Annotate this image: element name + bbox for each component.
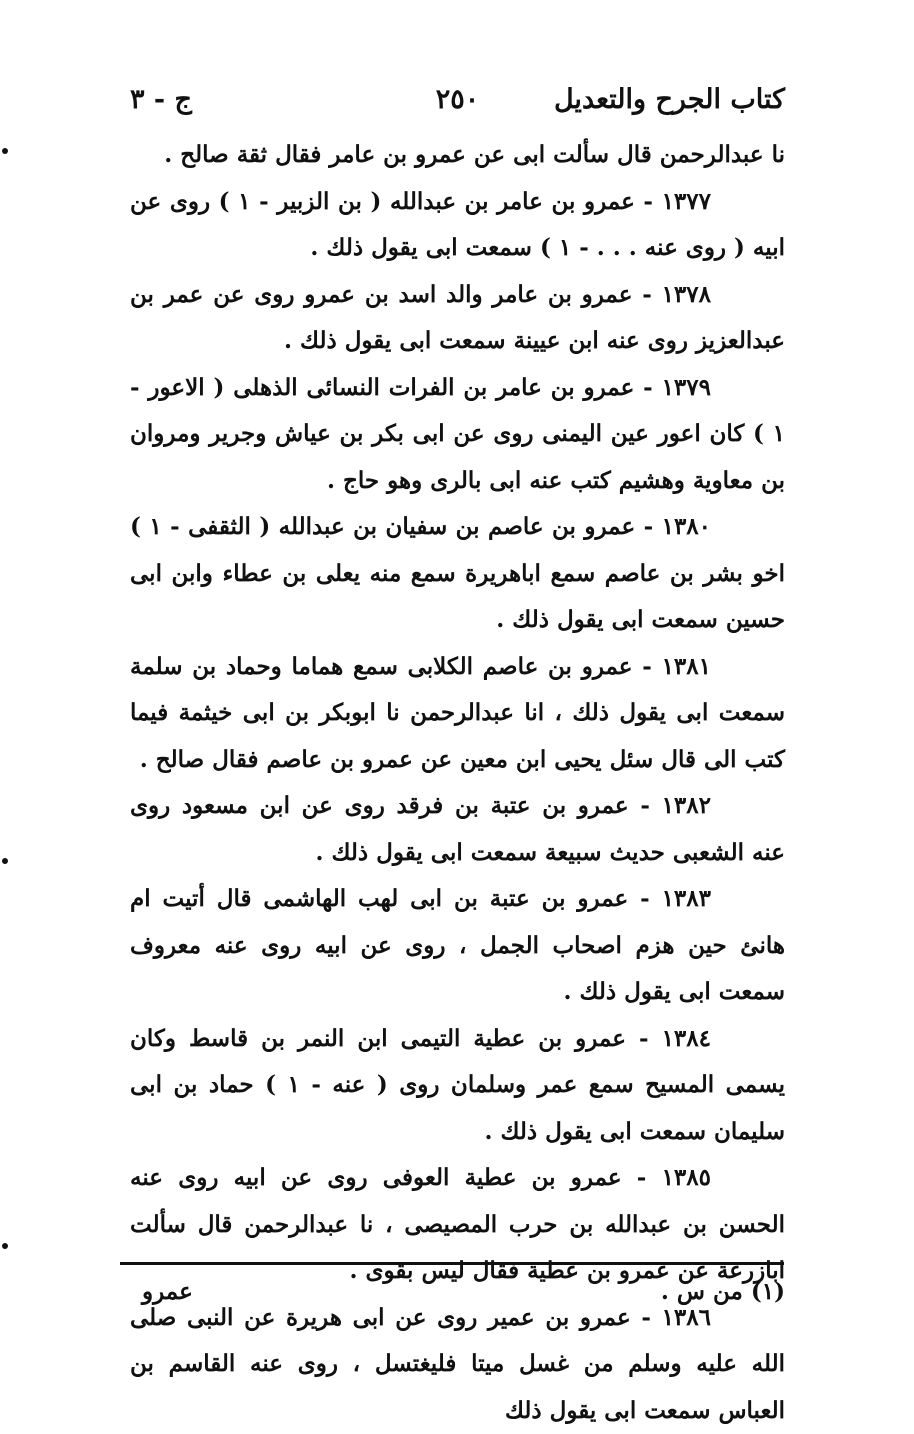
entry-1385: ١٣٨٥ - عمرو بن عطية العوفى روى عن ابيه روى عنه الحسن بن عبدالله بن حرب المصيصى ، نا عبدالرحمن قال سألت ابازرعة عن عمرو بن عطية فقال ليس بقوى .	[130, 1155, 785, 1295]
scan-mark	[2, 1243, 8, 1249]
entry-1379: ١٣٧٩ - عمرو بن عامر بن الفرات النسائى الذهلى ( الاعور - ١ ) كان اعور عين اليمنى روى عن ابى بكر بن عياش وجرير ومروان بن معاوية وهشيم كتب عنه ابى بالرى وهو حاج .	[130, 365, 785, 505]
entry-1384: ١٣٨٤ - عمرو بن عطية التيمى ابن النمر بن قاسط وكان يسمى المسيح سمع عمر وسلمان روى ( عنه - ١ ) حماد بن ابى سليمان سمعت ابى يقول ذلك .	[130, 1016, 785, 1156]
footnote: (١) من س .	[661, 1278, 785, 1305]
entry-1386: ١٣٨٦ - عمرو بن عمير روى عن ابى هريرة عن النبى صلى الله عليه وسلم من غسل ميتا فليغتسل ، روى عنه القاسم بن العباس سمعت ابى يقول ذلك	[130, 1295, 785, 1434]
main-text	[130, 132, 785, 1434]
scan-mark	[2, 148, 8, 154]
volume-label: ج - ٣	[130, 84, 192, 115]
entry-1378: ١٣٧٨ - عمرو بن عامر والد اسد بن عمرو روى عن عمر بن عبدالعزيز روى عنه ابن عيينة سمعت ابى يقول ذلك .	[130, 272, 785, 365]
entry-continuation: نا عبدالرحمن قال سألت ابى عن عمرو بن عامر فقال ثقة صالح .	[130, 132, 785, 179]
entry-1377: ١٣٧٧ - عمرو بن عامر بن عبدالله ( بن الزبير - ١ ) روى عن ابيه ( روى عنه . . . - ١ ) سمعت ابى يقول ذلك .	[130, 179, 785, 272]
footnote-divider	[120, 1262, 784, 1265]
page-header	[130, 80, 785, 124]
scan-mark	[2, 858, 8, 864]
page-footer	[130, 1272, 785, 1318]
entry-1383: ١٣٨٣ - عمرو بن عتبة بن ابى لهب الهاشمى قال أتيت ام هانئ حين هزم اصحاب الجمل ، روى عن ابيه روى عنه معروف سمعت ابى يقول ذلك .	[130, 876, 785, 1016]
catchword: عمرو	[142, 1278, 193, 1305]
entry-1382: ١٣٨٢ - عمرو بن عتبة بن فرقد روى عن ابن مسعود روى عنه الشعبى حديث سبيعة سمعت ابى يقول ذلك .	[130, 783, 785, 876]
book-title: كتاب الجرح والتعديل	[554, 84, 785, 115]
page-number: ٢٥٠	[436, 84, 480, 115]
entry-1380: ١٣٨٠ - عمرو بن عاصم بن سفيان بن عبدالله ( الثقفى - ١ ) اخو بشر بن عاصم سمع اباهريرة سمع منه يعلى بن عطاء وابن ابى حسين سمعت ابى يقول ذلك .	[130, 504, 785, 644]
entry-1381: ١٣٨١ - عمرو بن عاصم الكلابى سمع هماما وحماد بن سلمة سمعت ابى يقول ذلك ، انا عبدالرحمن نا ابوبكر بن ابى خيثمة فيما كتب الى قال سئل يحيى ابن معين عن عمرو بن عاصم فقال صالح .	[130, 644, 785, 784]
